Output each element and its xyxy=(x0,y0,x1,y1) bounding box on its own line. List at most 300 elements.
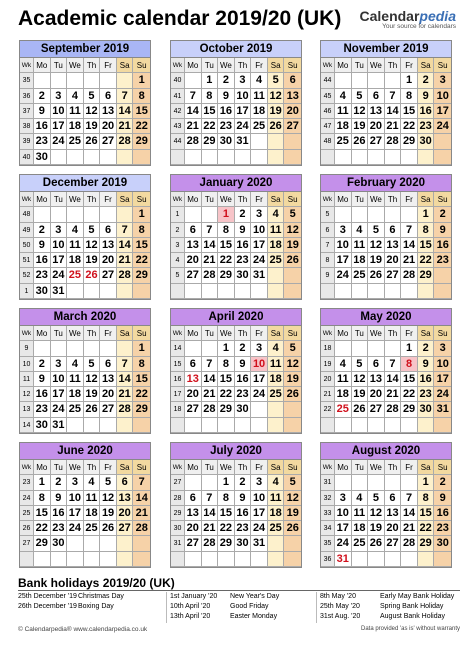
day-cell[interactable]: 26 xyxy=(284,253,301,268)
day-cell[interactable]: 1 xyxy=(34,475,51,490)
day-cell[interactable]: 25 xyxy=(352,536,369,551)
day-cell[interactable]: 18 xyxy=(352,253,369,268)
day-cell[interactable]: 16 xyxy=(34,253,51,268)
day-cell[interactable]: 31 xyxy=(51,418,68,433)
day-cell[interactable]: 3 xyxy=(235,73,252,88)
day-cell[interactable]: 11 xyxy=(268,223,285,238)
day-cell[interactable]: 11 xyxy=(335,104,352,119)
day-cell[interactable]: 6 xyxy=(100,357,117,372)
day-cell[interactable]: 28 xyxy=(117,134,134,149)
day-cell[interactable]: 26 xyxy=(284,387,301,402)
day-cell[interactable]: 14 xyxy=(117,372,134,387)
day-cell[interactable]: 8 xyxy=(218,491,235,506)
day-cell[interactable]: 27 xyxy=(100,268,117,283)
day-cell[interactable]: 22 xyxy=(401,387,418,402)
day-cell[interactable]: 9 xyxy=(51,491,68,506)
day-cell[interactable]: 4 xyxy=(67,357,84,372)
day-cell[interactable]: 17 xyxy=(434,104,451,119)
day-cell[interactable]: 1 xyxy=(418,475,435,490)
day-cell[interactable]: 19 xyxy=(352,387,369,402)
day-cell[interactable]: 26 xyxy=(84,134,101,149)
day-cell[interactable]: 14 xyxy=(202,238,219,253)
day-cell[interactable]: 7 xyxy=(202,357,219,372)
day-cell[interactable]: 29 xyxy=(401,402,418,417)
day-cell[interactable]: 7 xyxy=(117,223,134,238)
day-cell[interactable]: 30 xyxy=(235,268,252,283)
day-cell[interactable]: 25 xyxy=(67,268,84,283)
day-cell[interactable]: 11 xyxy=(67,238,84,253)
day-cell[interactable]: 22 xyxy=(133,119,150,134)
day-cell[interactable]: 10 xyxy=(251,223,268,238)
day-cell[interactable]: 5 xyxy=(368,491,385,506)
day-cell[interactable]: 27 xyxy=(368,402,385,417)
day-cell[interactable]: 9 xyxy=(235,491,252,506)
day-cell[interactable]: 18 xyxy=(335,119,352,134)
day-cell[interactable]: 14 xyxy=(117,238,134,253)
day-cell[interactable]: 22 xyxy=(401,119,418,134)
day-cell[interactable]: 30 xyxy=(235,402,252,417)
day-cell[interactable]: 5 xyxy=(84,89,101,104)
day-cell[interactable]: 17 xyxy=(335,521,352,536)
day-cell[interactable]: 30 xyxy=(235,536,252,551)
day-cell[interactable]: 1 xyxy=(133,73,150,88)
day-cell[interactable]: 31 xyxy=(235,134,252,149)
day-cell[interactable]: 14 xyxy=(117,104,134,119)
day-cell[interactable]: 8 xyxy=(34,491,51,506)
day-cell[interactable]: 5 xyxy=(84,223,101,238)
day-cell[interactable]: 27 xyxy=(185,268,202,283)
day-cell[interactable]: 4 xyxy=(67,223,84,238)
day-cell[interactable]: 18 xyxy=(335,387,352,402)
day-cell[interactable]: 24 xyxy=(434,387,451,402)
day-cell[interactable]: 3 xyxy=(51,223,68,238)
day-cell[interactable]: 10 xyxy=(251,357,268,372)
day-cell[interactable]: 29 xyxy=(418,268,435,283)
day-cell[interactable]: 29 xyxy=(218,268,235,283)
day-cell[interactable]: 29 xyxy=(133,402,150,417)
day-cell[interactable]: 26 xyxy=(368,268,385,283)
day-cell[interactable]: 14 xyxy=(202,506,219,521)
day-cell[interactable]: 17 xyxy=(51,387,68,402)
day-cell[interactable]: 13 xyxy=(100,104,117,119)
footer-copyright[interactable]: © Calendarpedia® www.calendarpedia.co.uk xyxy=(18,626,148,633)
day-cell[interactable]: 14 xyxy=(133,491,150,506)
day-cell[interactable]: 3 xyxy=(434,341,451,356)
day-cell[interactable]: 11 xyxy=(84,491,101,506)
day-cell[interactable]: 27 xyxy=(100,402,117,417)
day-cell[interactable]: 19 xyxy=(284,506,301,521)
day-cell[interactable]: 23 xyxy=(34,268,51,283)
day-cell[interactable]: 13 xyxy=(368,372,385,387)
day-cell[interactable]: 17 xyxy=(67,506,84,521)
day-cell[interactable]: 10 xyxy=(51,372,68,387)
day-cell[interactable]: 4 xyxy=(268,207,285,222)
day-cell[interactable]: 28 xyxy=(185,134,202,149)
day-cell[interactable]: 10 xyxy=(335,238,352,253)
day-cell[interactable]: 15 xyxy=(34,506,51,521)
day-cell[interactable]: 30 xyxy=(418,134,435,149)
day-cell[interactable]: 21 xyxy=(385,387,402,402)
day-cell[interactable]: 6 xyxy=(368,357,385,372)
day-cell[interactable]: 29 xyxy=(401,134,418,149)
day-cell[interactable]: 9 xyxy=(434,223,451,238)
day-cell[interactable]: 4 xyxy=(352,223,369,238)
day-cell[interactable]: 1 xyxy=(218,207,235,222)
day-cell[interactable]: 17 xyxy=(434,372,451,387)
day-cell[interactable]: 10 xyxy=(434,89,451,104)
day-cell[interactable]: 20 xyxy=(117,506,134,521)
day-cell[interactable]: 28 xyxy=(202,268,219,283)
day-cell[interactable]: 2 xyxy=(34,223,51,238)
day-cell[interactable]: 13 xyxy=(100,238,117,253)
day-cell[interactable]: 7 xyxy=(401,223,418,238)
day-cell[interactable]: 27 xyxy=(368,134,385,149)
day-cell[interactable]: 30 xyxy=(51,536,68,551)
day-cell[interactable]: 11 xyxy=(67,372,84,387)
day-cell[interactable]: 1 xyxy=(218,475,235,490)
day-cell[interactable]: 15 xyxy=(218,506,235,521)
day-cell[interactable]: 20 xyxy=(185,521,202,536)
day-cell[interactable]: 24 xyxy=(251,387,268,402)
day-cell[interactable]: 15 xyxy=(133,104,150,119)
day-cell[interactable]: 17 xyxy=(251,506,268,521)
day-cell[interactable]: 13 xyxy=(185,506,202,521)
day-cell[interactable]: 8 xyxy=(202,89,219,104)
day-cell[interactable]: 19 xyxy=(84,119,101,134)
day-cell[interactable]: 3 xyxy=(251,207,268,222)
day-cell[interactable]: 18 xyxy=(251,104,268,119)
day-cell[interactable]: 16 xyxy=(51,506,68,521)
day-cell[interactable]: 19 xyxy=(368,521,385,536)
day-cell[interactable]: 12 xyxy=(268,89,285,104)
day-cell[interactable]: 18 xyxy=(352,521,369,536)
day-cell[interactable]: 28 xyxy=(385,402,402,417)
day-cell[interactable]: 25 xyxy=(268,387,285,402)
day-cell[interactable]: 14 xyxy=(385,104,402,119)
day-cell[interactable]: 20 xyxy=(368,387,385,402)
day-cell[interactable]: 6 xyxy=(368,89,385,104)
day-cell[interactable]: 5 xyxy=(284,341,301,356)
day-cell[interactable]: 8 xyxy=(218,357,235,372)
day-cell[interactable]: 9 xyxy=(218,89,235,104)
day-cell[interactable]: 4 xyxy=(268,341,285,356)
day-cell[interactable]: 22 xyxy=(418,253,435,268)
day-cell[interactable]: 5 xyxy=(268,73,285,88)
day-cell[interactable]: 29 xyxy=(133,268,150,283)
day-cell[interactable]: 24 xyxy=(235,119,252,134)
day-cell[interactable]: 10 xyxy=(335,506,352,521)
day-cell[interactable]: 16 xyxy=(34,119,51,134)
day-cell[interactable]: 21 xyxy=(202,387,219,402)
day-cell[interactable]: 21 xyxy=(385,119,402,134)
day-cell[interactable]: 16 xyxy=(235,372,252,387)
day-cell[interactable]: 1 xyxy=(133,207,150,222)
day-cell[interactable]: 5 xyxy=(100,475,117,490)
day-cell[interactable]: 2 xyxy=(218,73,235,88)
day-cell[interactable]: 7 xyxy=(117,357,134,372)
day-cell[interactable]: 26 xyxy=(352,134,369,149)
day-cell[interactable]: 16 xyxy=(218,104,235,119)
day-cell[interactable]: 12 xyxy=(100,491,117,506)
day-cell[interactable]: 2 xyxy=(434,475,451,490)
day-cell[interactable]: 6 xyxy=(185,357,202,372)
day-cell[interactable]: 6 xyxy=(385,491,402,506)
day-cell[interactable]: 24 xyxy=(251,521,268,536)
day-cell[interactable]: 23 xyxy=(235,521,252,536)
day-cell[interactable]: 6 xyxy=(100,223,117,238)
day-cell[interactable]: 18 xyxy=(268,238,285,253)
day-cell[interactable]: 25 xyxy=(67,134,84,149)
day-cell[interactable]: 31 xyxy=(434,402,451,417)
day-cell[interactable]: 28 xyxy=(202,536,219,551)
day-cell[interactable]: 25 xyxy=(84,521,101,536)
day-cell[interactable]: 13 xyxy=(100,372,117,387)
day-cell[interactable]: 8 xyxy=(133,357,150,372)
day-cell[interactable]: 1 xyxy=(401,341,418,356)
day-cell[interactable]: 24 xyxy=(51,268,68,283)
day-cell[interactable]: 6 xyxy=(100,89,117,104)
day-cell[interactable]: 13 xyxy=(185,372,202,387)
day-cell[interactable]: 15 xyxy=(133,372,150,387)
day-cell[interactable]: 7 xyxy=(401,491,418,506)
day-cell[interactable]: 3 xyxy=(335,491,352,506)
day-cell[interactable]: 29 xyxy=(218,402,235,417)
day-cell[interactable]: 9 xyxy=(34,372,51,387)
day-cell[interactable]: 28 xyxy=(117,268,134,283)
day-cell[interactable]: 6 xyxy=(385,223,402,238)
day-cell[interactable]: 30 xyxy=(218,134,235,149)
day-cell[interactable]: 15 xyxy=(401,104,418,119)
day-cell[interactable]: 26 xyxy=(368,536,385,551)
day-cell[interactable]: 29 xyxy=(218,536,235,551)
day-cell[interactable]: 12 xyxy=(284,491,301,506)
day-cell[interactable]: 7 xyxy=(385,357,402,372)
day-cell[interactable]: 11 xyxy=(352,238,369,253)
day-cell[interactable]: 7 xyxy=(202,223,219,238)
day-cell[interactable]: 21 xyxy=(117,119,134,134)
day-cell[interactable]: 23 xyxy=(434,521,451,536)
day-cell[interactable]: 12 xyxy=(352,104,369,119)
day-cell[interactable]: 17 xyxy=(51,253,68,268)
day-cell[interactable]: 12 xyxy=(84,104,101,119)
day-cell[interactable]: 23 xyxy=(418,119,435,134)
day-cell[interactable]: 18 xyxy=(268,506,285,521)
day-cell[interactable]: 30 xyxy=(434,536,451,551)
day-cell[interactable]: 2 xyxy=(235,475,252,490)
day-cell[interactable]: 25 xyxy=(268,253,285,268)
day-cell[interactable]: 15 xyxy=(202,104,219,119)
day-cell[interactable]: 23 xyxy=(34,402,51,417)
day-cell[interactable]: 15 xyxy=(418,506,435,521)
day-cell[interactable]: 20 xyxy=(385,253,402,268)
day-cell[interactable]: 19 xyxy=(284,238,301,253)
day-cell[interactable]: 23 xyxy=(235,387,252,402)
day-cell[interactable]: 2 xyxy=(434,207,451,222)
day-cell[interactable]: 18 xyxy=(67,253,84,268)
day-cell[interactable]: 14 xyxy=(202,372,219,387)
day-cell[interactable]: 31 xyxy=(51,284,68,299)
day-cell[interactable]: 31 xyxy=(251,536,268,551)
day-cell[interactable]: 1 xyxy=(202,73,219,88)
day-cell[interactable]: 5 xyxy=(368,223,385,238)
day-cell[interactable]: 27 xyxy=(385,268,402,283)
day-cell[interactable]: 13 xyxy=(117,491,134,506)
day-cell[interactable]: 7 xyxy=(185,89,202,104)
day-cell[interactable]: 11 xyxy=(268,491,285,506)
day-cell[interactable]: 17 xyxy=(251,372,268,387)
day-cell[interactable]: 20 xyxy=(100,119,117,134)
day-cell[interactable]: 7 xyxy=(133,475,150,490)
day-cell[interactable]: 11 xyxy=(335,372,352,387)
day-cell[interactable]: 20 xyxy=(368,119,385,134)
day-cell[interactable]: 8 xyxy=(133,89,150,104)
day-cell[interactable]: 9 xyxy=(235,357,252,372)
day-cell[interactable]: 14 xyxy=(401,506,418,521)
day-cell[interactable]: 25 xyxy=(335,402,352,417)
day-cell[interactable]: 2 xyxy=(418,341,435,356)
day-cell[interactable]: 8 xyxy=(133,223,150,238)
day-cell[interactable]: 10 xyxy=(251,491,268,506)
day-cell[interactable]: 12 xyxy=(368,506,385,521)
day-cell[interactable]: 9 xyxy=(235,223,252,238)
day-cell[interactable]: 3 xyxy=(51,89,68,104)
day-cell[interactable]: 2 xyxy=(51,475,68,490)
day-cell[interactable]: 14 xyxy=(185,104,202,119)
day-cell[interactable]: 9 xyxy=(34,104,51,119)
day-cell[interactable]: 6 xyxy=(284,73,301,88)
day-cell[interactable]: 11 xyxy=(352,506,369,521)
day-cell[interactable]: 16 xyxy=(418,104,435,119)
day-cell[interactable]: 31 xyxy=(251,268,268,283)
day-cell[interactable]: 23 xyxy=(418,387,435,402)
day-cell[interactable]: 1 xyxy=(418,207,435,222)
day-cell[interactable]: 4 xyxy=(268,475,285,490)
day-cell[interactable]: 23 xyxy=(434,253,451,268)
day-cell[interactable]: 8 xyxy=(218,223,235,238)
day-cell[interactable]: 22 xyxy=(218,387,235,402)
day-cell[interactable]: 21 xyxy=(202,253,219,268)
day-cell[interactable]: 9 xyxy=(418,357,435,372)
day-cell[interactable]: 20 xyxy=(100,387,117,402)
day-cell[interactable]: 11 xyxy=(251,89,268,104)
day-cell[interactable]: 18 xyxy=(67,387,84,402)
day-cell[interactable]: 24 xyxy=(335,268,352,283)
day-cell[interactable]: 22 xyxy=(218,521,235,536)
day-cell[interactable]: 30 xyxy=(34,284,51,299)
day-cell[interactable]: 22 xyxy=(133,253,150,268)
day-cell[interactable]: 15 xyxy=(133,238,150,253)
day-cell[interactable]: 22 xyxy=(202,119,219,134)
day-cell[interactable]: 8 xyxy=(418,491,435,506)
day-cell[interactable]: 24 xyxy=(335,536,352,551)
day-cell[interactable]: 17 xyxy=(335,253,352,268)
day-cell[interactable]: 26 xyxy=(84,268,101,283)
day-cell[interactable]: 16 xyxy=(434,506,451,521)
day-cell[interactable]: 22 xyxy=(34,521,51,536)
day-cell[interactable]: 13 xyxy=(185,238,202,253)
day-cell[interactable]: 11 xyxy=(268,357,285,372)
day-cell[interactable]: 15 xyxy=(418,238,435,253)
day-cell[interactable]: 9 xyxy=(34,238,51,253)
day-cell[interactable]: 27 xyxy=(284,119,301,134)
day-cell[interactable]: 30 xyxy=(418,402,435,417)
day-cell[interactable]: 16 xyxy=(34,387,51,402)
day-cell[interactable]: 12 xyxy=(84,238,101,253)
day-cell[interactable]: 27 xyxy=(100,134,117,149)
day-cell[interactable]: 8 xyxy=(401,89,418,104)
day-cell[interactable]: 10 xyxy=(235,89,252,104)
day-cell[interactable]: 18 xyxy=(84,506,101,521)
day-cell[interactable]: 4 xyxy=(335,89,352,104)
day-cell[interactable]: 17 xyxy=(251,238,268,253)
day-cell[interactable]: 13 xyxy=(385,238,402,253)
day-cell[interactable]: 5 xyxy=(284,207,301,222)
day-cell[interactable]: 2 xyxy=(235,207,252,222)
day-cell[interactable]: 20 xyxy=(284,104,301,119)
day-cell[interactable]: 19 xyxy=(268,104,285,119)
day-cell[interactable]: 3 xyxy=(51,357,68,372)
day-cell[interactable]: 1 xyxy=(401,73,418,88)
day-cell[interactable]: 6 xyxy=(185,491,202,506)
day-cell[interactable]: 14 xyxy=(385,372,402,387)
day-cell[interactable]: 13 xyxy=(385,506,402,521)
day-cell[interactable]: 7 xyxy=(202,491,219,506)
day-cell[interactable]: 2 xyxy=(418,73,435,88)
day-cell[interactable]: 21 xyxy=(202,521,219,536)
day-cell[interactable]: 25 xyxy=(268,521,285,536)
day-cell[interactable]: 19 xyxy=(100,506,117,521)
day-cell[interactable]: 11 xyxy=(67,104,84,119)
day-cell[interactable]: 20 xyxy=(100,253,117,268)
day-cell[interactable]: 27 xyxy=(117,521,134,536)
day-cell[interactable]: 30 xyxy=(34,418,51,433)
day-cell[interactable]: 27 xyxy=(185,536,202,551)
day-cell[interactable]: 22 xyxy=(418,521,435,536)
day-cell[interactable]: 26 xyxy=(100,521,117,536)
day-cell[interactable]: 23 xyxy=(218,119,235,134)
day-cell[interactable]: 28 xyxy=(117,402,134,417)
day-cell[interactable]: 10 xyxy=(51,104,68,119)
day-cell[interactable]: 28 xyxy=(401,536,418,551)
day-cell[interactable]: 10 xyxy=(434,357,451,372)
day-cell[interactable]: 31 xyxy=(335,552,352,567)
day-cell[interactable]: 19 xyxy=(84,253,101,268)
day-cell[interactable]: 1 xyxy=(133,341,150,356)
day-cell[interactable]: 3 xyxy=(335,223,352,238)
day-cell[interactable]: 21 xyxy=(185,119,202,134)
day-cell[interactable]: 25 xyxy=(352,268,369,283)
day-cell[interactable]: 26 xyxy=(268,119,285,134)
day-cell[interactable]: 16 xyxy=(235,238,252,253)
day-cell[interactable]: 28 xyxy=(385,134,402,149)
day-cell[interactable]: 30 xyxy=(34,150,51,165)
day-cell[interactable]: 19 xyxy=(84,387,101,402)
day-cell[interactable]: 29 xyxy=(202,134,219,149)
day-cell[interactable]: 26 xyxy=(352,402,369,417)
day-cell[interactable]: 27 xyxy=(185,402,202,417)
day-cell[interactable]: 4 xyxy=(335,357,352,372)
day-cell[interactable]: 5 xyxy=(352,357,369,372)
day-cell[interactable]: 20 xyxy=(385,521,402,536)
day-cell[interactable]: 16 xyxy=(418,372,435,387)
day-cell[interactable]: 6 xyxy=(185,223,202,238)
day-cell[interactable]: 28 xyxy=(401,268,418,283)
day-cell[interactable]: 5 xyxy=(352,89,369,104)
day-cell[interactable]: 3 xyxy=(434,73,451,88)
day-cell[interactable]: 24 xyxy=(434,119,451,134)
day-cell[interactable]: 1 xyxy=(218,341,235,356)
day-cell[interactable]: 18 xyxy=(268,372,285,387)
